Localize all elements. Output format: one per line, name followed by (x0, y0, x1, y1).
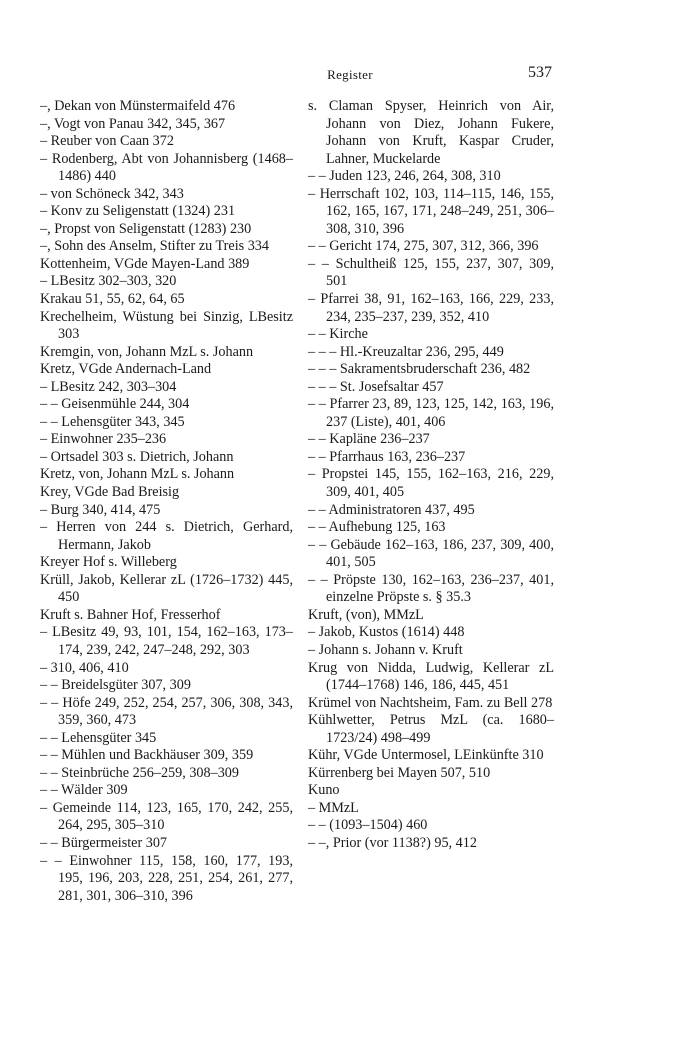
index-entry: – – Kapläne 236–237 (308, 431, 430, 448)
index-entry: – – Administratoren 437, 495 (308, 501, 475, 518)
index-entry: Kottenheim, VGde Mayen-Land 389 (40, 255, 250, 272)
index-entry: – Einwohner 235–236 (40, 431, 167, 448)
index-entry: Krug von Nidda, Ludwig, Kellerar zL (1744–1768) 146, 186, 445, 451 (308, 659, 554, 694)
index-entry: – – Pfarrhaus 163, 236–237 (308, 448, 466, 465)
index-entry: – – – Hl.-Kreuzaltar 236, 295, 449 (308, 343, 504, 360)
index-entry: – – Wälder 309 (40, 782, 128, 799)
index-entry: – MMzL (308, 799, 359, 816)
index-entry: – Ortsadel 303 s. Dietrich, Johann (40, 448, 234, 465)
index-entry: Krechelheim, Wüstung bei Sinzig, LBesitz 303 (40, 308, 293, 343)
index-entry: – – Gericht 174, 275, 307, 312, 366, 396 (308, 238, 539, 255)
index-entry: Kuno (308, 782, 340, 799)
index-entry: – Pfarrei 38, 91, 162–163, 166, 229, 233, 234, 235–237, 239, 352, 410 (308, 291, 554, 325)
index-entry: Krakau 51, 55, 62, 64, 65 (40, 291, 185, 308)
index-entry: Kretz, von, Johann MzL s. Johann (40, 466, 235, 483)
index-entry: – Rodenberg, Abt von Johannisberg (1468–1486) 440 (40, 150, 293, 185)
index-entry: – – Aufhebung 125, 163 (308, 519, 446, 536)
index-entry: – Johann s. Johann v. Kruft (308, 641, 463, 658)
index-entry: – – Einwohner 115, 158, 160, 177, 193, 195, 196, 203, 228, 251, 254, 261, 277, 281, 301, 306–310, 396 (40, 852, 293, 904)
index-entry: – Herren von 244 s. Dietrich, Gerhard, Hermann, Jakob (40, 519, 293, 553)
index-entry: – – Höfe 249, 252, 254, 257, 306, 308, 343, 359, 360, 473 (40, 694, 293, 729)
index-entry: – Konv zu Seligenstatt (1324) 231 (40, 203, 236, 220)
index-entry: – Herrschaft 102, 103, 114–115, 146, 155, 162, 165, 167, 171, 248–249, 251, 306–308, 310, 396 (308, 185, 554, 237)
index-entry: – –, Prior (vor 1138?) 95, 412 (308, 834, 477, 851)
index-entry: Kürrenberg bei Mayen 507, 510 (308, 764, 491, 781)
index-entry: – Reuber von Caan 372 (40, 133, 174, 150)
index-column-left (40, 98, 293, 905)
index-entry: – – Schultheiß 125, 155, 237, 307, 309, 501 (308, 255, 554, 290)
index-entry: – von Schöneck 342, 343 (40, 185, 184, 202)
index-entry: Kremgin, von, Johann MzL s. Johann (40, 343, 254, 360)
index-entry: – – Pröpste 130, 162–163, 236–237, 401, einzelne Pröpste s. § 35.3 (308, 571, 554, 606)
index-entry: – – (1093–1504) 460 (308, 817, 428, 834)
page-header (40, 64, 660, 86)
index-entry: – LBesitz 302–303, 320 (40, 273, 177, 290)
index-entry: – – Pfarrer 23, 89, 123, 125, 142, 163, 196, 237 (Liste), 401, 406 (308, 396, 554, 430)
page-number: 537 (528, 64, 552, 81)
index-entry: – – Kirche (308, 326, 368, 343)
index-entry: – Gemeinde 114, 123, 165, 170, 242, 255, 264, 295, 305–310 (40, 799, 293, 834)
index-entry: – – Breidelsgüter 307, 309 (40, 677, 191, 694)
index-entry: Krümel von Nachtsheim, Fam. zu Bell 278 (308, 694, 553, 711)
index-entry: –, Dekan von Münstermaifeld 476 (40, 98, 236, 114)
index-entry: – – Steinbrüche 256–259, 308–309 (40, 764, 239, 781)
running-title: Register (327, 67, 373, 82)
index-entry: – – Lehensgüter 343, 345 (40, 413, 185, 430)
index-entry: – – Mühlen und Backhäuser 309, 359 (40, 747, 254, 764)
index-entry: – – Lehensgüter 345 (40, 729, 157, 746)
index-entry: – – – St. Josefsaltar 457 (308, 378, 444, 395)
index-entry: – Propstei 145, 155, 162–163, 216, 229, 309, 401, 405 (308, 466, 554, 501)
index-column-right (308, 98, 554, 853)
index-entry: s. Claman Spyser, Heinrich von Air, Johann von Diez, Johann Fukere, Johann von Kruft, Kaspar Cruder, Lahner, Muckelarde (308, 98, 554, 167)
index-entry: –, Sohn des Anselm, Stifter zu Treis 334 (40, 238, 269, 255)
index-entry: Krey, VGde Bad Breisig (40, 484, 180, 501)
index-entry: – – Bürgermeister 307 (40, 834, 168, 851)
index-entry: Krüll, Jakob, Kellerar zL (1726–1732) 445, 450 (40, 571, 293, 606)
index-entry: – Burg 340, 414, 475 (40, 501, 161, 518)
index-entry: Kruft s. Bahner Hof, Fresserhof (40, 606, 221, 623)
index-entry: –, Vogt von Panau 342, 345, 367 (40, 115, 226, 132)
index-entry: – LBesitz 49, 93, 101, 154, 162–163, 173–174, 239, 242, 247–248, 292, 303 (40, 624, 293, 658)
index-entry: – 310, 406, 410 (40, 659, 129, 676)
index-entry: Kreyer Hof s. Willeberg (40, 554, 177, 571)
index-entry: –, Propst von Seligenstatt (1283) 230 (40, 220, 252, 237)
index-entry: Kretz, VGde Andernach-Land (40, 361, 212, 378)
index-entry: – – Juden 123, 246, 264, 308, 310 (308, 168, 501, 185)
index-entry: – – Geisenmühle 244, 304 (40, 396, 190, 413)
index-entry: – Jakob, Kustos (1614) 448 (308, 624, 465, 641)
index-entry: – LBesitz 242, 303–304 (40, 378, 177, 395)
index-entry: Kühr, VGde Untermosel, LEinkünfte 310 (308, 747, 544, 764)
index-entry: – – – Sakramentsbruderschaft 236, 482 (308, 361, 531, 378)
index-entry: Kruft, (von), MMzL (308, 606, 424, 623)
index-entry: – – Gebäude 162–163, 186, 237, 309, 400, 401, 505 (308, 536, 554, 571)
index-entry: Kühlwetter, Petrus MzL (ca. 1680–1723/24) 498–499 (308, 712, 554, 746)
